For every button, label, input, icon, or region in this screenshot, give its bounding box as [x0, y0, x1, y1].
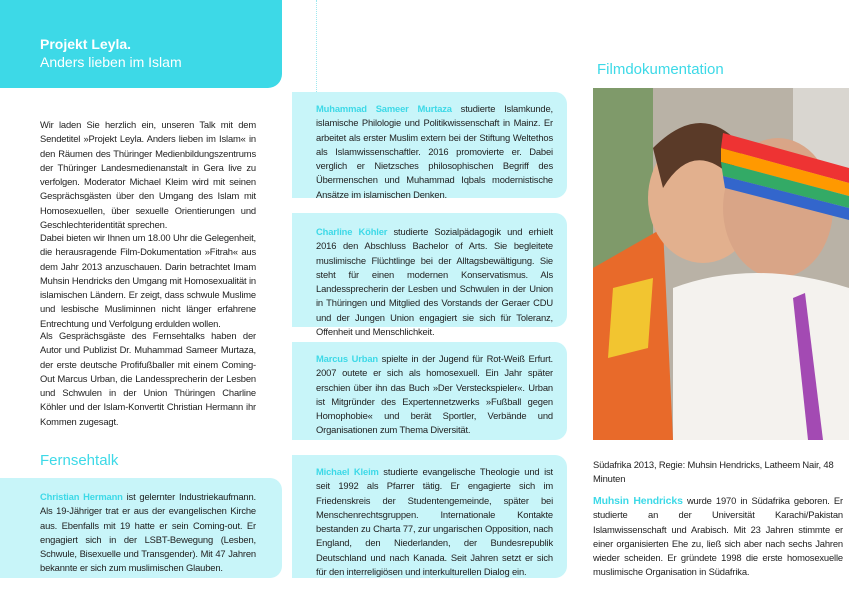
divider: [316, 0, 317, 92]
guest-text: spielte in der Jugend für Rot-Weiß Erfurt. 2007 outete er sich als homosexuell. Ein Jahr später erschien über ihn das Buch »Der Versteckspieler«. Urban ist Mitgründer des Expertennetzwerks »Fußball gegen Homophobie« und berät Sportler, Verbände und Organisationen zum Thema Diversität.: [316, 353, 554, 436]
guest-text: studierte Islamkunde, islamische Philologie und Politikwissenschaft in Mainz. Er arbeitet als erster Muslim extern bei der Stiftung Weltethos als Islamwissenschaftler. 2016 promovierte er. Dabei verglich er Nietzsches philosophischen Begriff des Übermenschen und Muhammad Iqbals modernistische Ansätze im islamischen Denken.: [316, 103, 553, 200]
intro-paragraph: Dabei bieten wir Ihnen um 18.00 Uhr die Gelegenheit, die herausragende Film-Dokumentation »Fitrah« aus dem Jahr 2013 anzuschauen. Darin betrachtet Imam Muhsin Hendricks den Umgang mit Homosexualität in islamischen Ländern. Er zeigt, dass schwule Muslime und lesbische Musliminnen nicht länger erfahrene Entrechtung und Verfolgung erdulden wollen.: [40, 232, 256, 329]
subtitle: Anders lieben im Islam: [40, 54, 182, 70]
guest-card: [292, 92, 567, 198]
title: Projekt Leyla.: [40, 36, 132, 52]
guest-card: [292, 342, 567, 440]
director-bio: [593, 494, 843, 580]
intro-paragraph: Als Gesprächsgäste des Fernsehtalks haben der Autor und Publizist Dr. Muhammad Sameer Murtaza, der erste deutsche Profifußballer mit einem Coming-Out Marcus Urban, die Landessprecherin der Lesben und Schwulen in der Union Thüringen Charline Köhler und der Islam-Konvertit Christian Hermann ihr Kommen zugesagt.: [40, 330, 256, 427]
guest-bio: [316, 352, 553, 438]
guest-card: [292, 213, 567, 338]
guest-bio: [316, 225, 553, 339]
director-name: Muhsin Hendricks: [593, 495, 683, 507]
guest-name: Marcus Urban: [316, 353, 378, 364]
guest-card: [292, 455, 567, 578]
guest-bio: [316, 465, 553, 579]
film-caption: Südafrika 2013, Regie: Muhsin Hendricks, Latheem Nair, 48 Minuten: [593, 459, 834, 485]
intro-paragraph: Wir laden Sie herzlich ein, unseren Talk mit dem Sendetitel »Projekt Leyla. Anders lieben im Islam« in den Räumen des Thüringer Medienbildungszentrums der Thüringer Landesmedienanstalt in Gera live zu verfolgen. Moderator Michael Kleim wird mit seinen Gesprächsgästen über den Umgang des Islam mit Homosexuellen, über sexuelle Orientierungen und Geschlechteridentität sprechen.: [40, 119, 256, 231]
guest-bio: [316, 102, 553, 202]
guest-name: Michael Kleim: [316, 466, 379, 477]
guest-text: studierte Sozialpädagogik und erhielt 2016 den Abschluss Bachelor of Arts. Sie begleitete muslimische Flüchtlinge bei der Alltagsbewältigung. Sie steht für einen modernen Konservatismus. Als Landessprecherin der Lesben und Schwulen in der Union in Thüringen und Mitglied des Vorstands der Geraer CDU und der Jungen Union engagiert sie sich für Toleranz, Offenheit und Menschlichkeit.: [316, 226, 553, 338]
guest-text: ist gelernter Industriekaufmann. Als 19-Jähriger trat er aus der evangelischen Kirche aus. Ebenfalls mit 19 hatte er sein Coming-out. Er engagiert sich in der LSBT-Bewegung (Lesben, Schwule, Bisexuelle und Transgender). Mit 47 Jahren bekannte er sich zum muslimischen Glauben.: [40, 491, 256, 574]
guest-name: Muhammad Sameer Murtaza: [316, 103, 452, 114]
director-text: wurde 1970 in Südafrika geboren. Er studierte an der Universität Karachi/Pakistan Islamwissenschaft und Arabisch. Mit 23 Jahren stimmte er einer organisierten Ehe zu, ließ sich aber nach sechs Jahren wieder scheiden. Er gründete 1998 die erste homosexuelle muslimische Organisation in Südafrika.: [593, 495, 843, 578]
fernsehtalk-heading: Fernsehtalk: [40, 452, 119, 469]
guest-text: studierte evangelische Theologie und ist seit 1992 als Pfarrer tätig. Er engagierte sich im Friedenskreis der Studentengemeinde, später bei Menschenrechtsgruppen. Internationale Kontakte bestanden zu Charta 77, zur ungarischen Opposition, nach England, den Niederlanden, der Bundesrepublik Deutschland und nach Kanada. Seit Jahren setzt er sich für den interreligiösen und interkulturellen Dialog ein.: [316, 466, 553, 578]
guest-name: Charline Köhler: [316, 226, 388, 237]
guest-card: [0, 478, 282, 578]
title-banner: [0, 0, 282, 88]
film-photo: [593, 88, 849, 440]
guest-name: Christian Hermann: [40, 491, 123, 502]
film-heading: Filmdokumentation: [597, 61, 724, 78]
guest-bio: [40, 490, 256, 576]
